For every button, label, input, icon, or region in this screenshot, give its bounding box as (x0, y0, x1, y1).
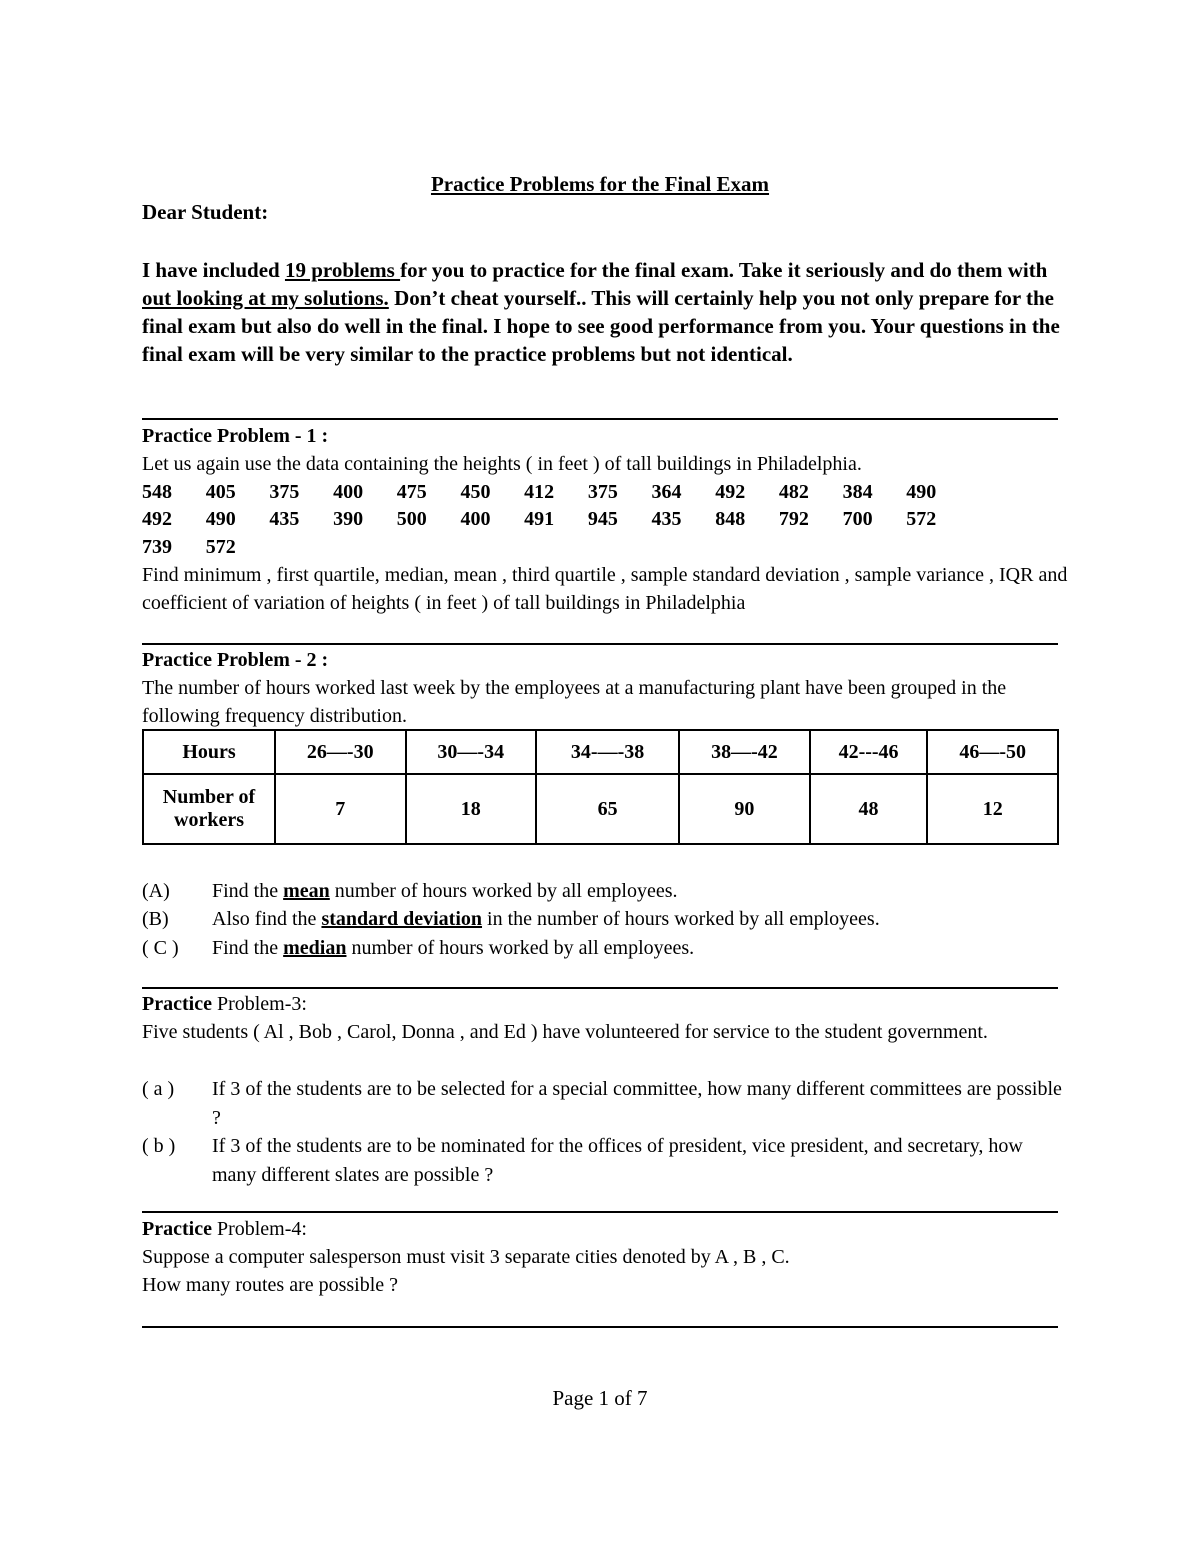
problem1-text: Let us again use the data containing the heights ( in feet ) of tall buildings in Philadelphia. (142, 453, 862, 475)
intro-paragraph (142, 256, 1072, 368)
document-page: Practice Problems for the Final Exam Dear Student: I have included 19 problems for you to practice for the final exam. Take it seriously and do them with out looking at my solutions. Don’t cheat yourself.. This will certainly help you not only prepare for the final exam but also do well in the final. I hope to see good performance from you. Your questions in the final exam will be very similar to the practice problems but not identical. Practice Problem - 1 : Let us again use the data containing the heights ( in feet ) of tall buildings in Philadelphia. 548 405 375 400 475 450 412 375 364 492 482 384 490 492 490 435 390 500 400 491 945 435 848 792 700 572 739 572 Find minimum , first quartile, median, mean , third quartile , sample standard deviation , sample variance , IQR and coefficient of variation of heights ( in feet ) of tall buildings in Philadelphia Practice Problem - 2 : The number of hours worked last week by the employees at a manufacturing plant have been grouped in the following frequency distribution. Hours 26—-30 30—-34 34-—-38 38—-42 42---46 46—-50 Number of workers 7 18 65 90 48 12 (A) Find the mean number of hours worked by all employees. (B) Also find the standard deviation in the number of hours worked by all employees. ( C ) Find the median number of hours worked by all employees. Practice Problem-3: Five students ( Al , Bob , Carol, Donna , and Ed ) have volunteered for service to the student government. ( a ) If 3 of the students are to be selected for a special committee, how many different committees are possible ? ( b ) If 3 of the students are to be nominated for the offices of president, vice president, and secretary, how many different slates are possible ? Practice Problem-4: Suppose a computer salesperson must visit 3 separate cities denoted by A , B , C. How many routes are possible ? Page 1 of 7 (0, 0, 1200, 1553)
intro-underlined-1: 19 problems (284, 258, 401, 282)
salutation: Dear Student: (142, 200, 269, 224)
item-text: If 3 of the students are to be nominated for the offices of president, vice president, and secretary, how many different slates are possible ? (212, 1135, 1023, 1186)
divider-rule (142, 987, 1058, 989)
table-cell: 30—-34 (406, 730, 537, 774)
table-cell: 38—-42 (679, 730, 810, 774)
item-text: If 3 of the students are to be selected for a special committee, how many different committees are possible ? (212, 1078, 1062, 1129)
table-cell: 65 (536, 774, 679, 844)
table-cell: 90 (679, 774, 810, 844)
intro-text-2: for you to practice for the final exam. Take it seriously and do them with (400, 258, 1048, 282)
table-cell: 7 (275, 774, 406, 844)
item-label: ( a ) (142, 1078, 175, 1100)
keyword: standard deviation (321, 908, 483, 930)
divider-rule (142, 1211, 1058, 1213)
data-row-1: 548 405 375 400 475 450 412 375 364 492 482 384 490 (142, 481, 937, 503)
problem2-heading: Practice Problem - 2 : (142, 649, 329, 671)
problem4-line-2: How many routes are possible ? (142, 1274, 399, 1296)
table-cell: 46—-50 (927, 730, 1058, 774)
table-cell: 48 (810, 774, 928, 844)
problem4-line-1: Suppose a computer salesperson must visit 3 separate cities denoted by A , B , C. (142, 1246, 790, 1268)
keyword: mean (283, 880, 330, 902)
table-row (143, 774, 1058, 844)
table-row-label: Number of workers (143, 774, 275, 844)
problem2-text: The number of hours worked last week by the employees at a manufacturing plant have been grouped in the following frequency distribution. (142, 677, 1007, 727)
problem3-text: Five students ( Al , Bob , Carol, Donna , and Ed ) have volunteered for service to the student government. (142, 1021, 988, 1043)
page-number: Page 1 of 7 (552, 1386, 648, 1410)
item-label: (A) (142, 880, 170, 902)
item-label: (B) (142, 908, 169, 930)
problem1-question: Find minimum , first quartile, median, mean , third quartile , sample standard deviation , sample variance , IQR and coefficient of variation of heights ( in feet ) of tall buildings in Philadelphia (142, 564, 1068, 614)
table-cell: 12 (927, 774, 1058, 844)
table-cell: 26—-30 (275, 730, 406, 774)
item-label: ( b ) (142, 1135, 176, 1157)
table-header-row (143, 730, 1058, 774)
page-title: Practice Problems for the Final Exam (430, 172, 770, 196)
divider-rule (142, 1326, 1058, 1328)
problem3-heading: Practice Problem-3: (142, 993, 307, 1015)
table-cell: 18 (406, 774, 537, 844)
intro-text-3: Don’t cheat yourself.. This will certainly help you not only prepare for the final exam but also do well in the final. I hope to see good performance from you. Your questions in the final exam will be very similar to the practice problems but not identical. (142, 286, 1060, 366)
problem4-heading: Practice Problem-4: (142, 1218, 307, 1240)
frequency-table (142, 729, 1059, 845)
divider-rule (142, 418, 1058, 420)
table-cell: Hours (143, 730, 275, 774)
table-cell: 42---46 (810, 730, 928, 774)
problem1-heading: Practice Problem - 1 : (142, 425, 329, 447)
intro-text-1: I have included (142, 258, 285, 282)
divider-rule (142, 643, 1058, 645)
data-row-3: 739 572 (142, 536, 236, 558)
intro-underlined-2: out looking at my solutions. (142, 286, 389, 310)
data-row-2: 492 490 435 390 500 400 491 945 435 848 792 700 572 (142, 508, 937, 530)
item-label: ( C ) (142, 937, 179, 959)
table-cell: 34-—-38 (536, 730, 679, 774)
keyword: median (283, 937, 347, 959)
